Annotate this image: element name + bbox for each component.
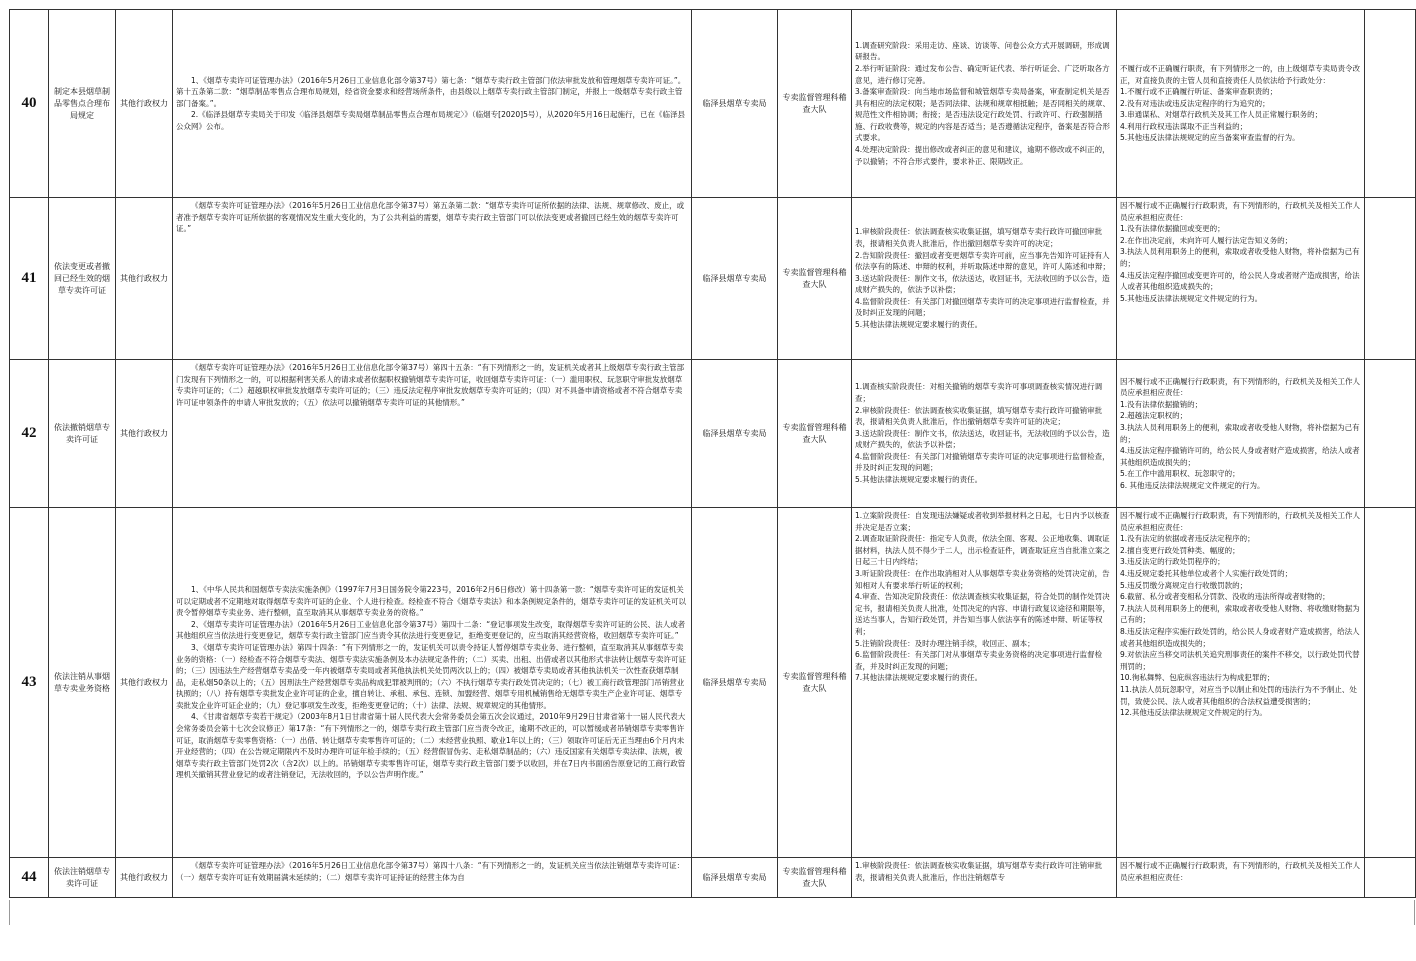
accountability-item: 1.没有法律依据撤销的；: [1120, 399, 1203, 409]
duty-item: 6.监督阶段责任：有关部门对从事烟草专卖业务资格的决定事项进行监督检查，并及时纠正发现的问题；: [855, 650, 1103, 671]
accountability-item: 1.不履行或不正确履行听证、备案审查职责的；: [1120, 87, 1278, 97]
duty-item: 2.调查取证阶段责任：指定专人负责，依法全面、客观、公正地收集、调取证据材料，执法人员不得少于二人，出示检查证件，调查取证应当自批准立案之日起三十日内终结；: [855, 534, 1110, 567]
accountability-item: 10.徇私舞弊、包庇纵容违法行为构成犯罪的；: [1120, 673, 1275, 683]
duty-item: 4.审查、告知决定阶段责任：依法调查核实收集证据，符合处罚的制作处罚决定书，报请相关负责人批准，处罚决定的内容、申请行政复议途径和期限等，送达当事人，告知行政处罚，并告知当事人依法享有的陈述申辩、听证等权利；: [855, 592, 1110, 636]
accountability-item: 3.串通谋私、对烟草行政机关及其工作人员正常履行职务的；: [1120, 110, 1323, 120]
accountability-item: 5.其他违反法律法规规定文件规定的行为。: [1120, 293, 1263, 303]
responsibility-items: [852, 198, 1117, 360]
accountability-item: 3.执法人员利用职务上的便利，索取或者收受他人财物，将补偿据为己有的；: [1120, 247, 1360, 268]
accountability-item: 3.违反法定的行政处罚程序的；: [1120, 557, 1225, 567]
implementing-department: 临泽县烟草专卖局: [692, 198, 778, 360]
duty-item: 4.处理决定阶段：提出修改或者纠正的意见和建议，逾期不修改或不纠正的，予以撤销；不符合形式要件，要求补正、限期改正。: [855, 145, 1110, 166]
basis-paragraph: 《烟草专卖许可证管理办法》（2016年5月26日工业信息化部令第37号）第五条第二款：“烟草专卖许可证所依据的法律、法规、规章修改、废止，或者准予烟草专卖许可证所依据的客观情况发生重大变化的，为了公共利益的需要，烟草专卖行政主管部门可以依法变更或者撤回已经生效的烟草专卖许可证。”: [176, 201, 685, 234]
executing-unit: 专卖监督管理科稽查大队: [778, 360, 852, 508]
legal-basis: [173, 10, 692, 198]
accountability-item: 1.没有法定的依据或者违反法定程序的；: [1120, 534, 1255, 544]
accountability-item: 5.其他违反法律法规规定的应当备案审查监督的行为。: [1120, 133, 1300, 143]
power-name: 制定本县烟草制品零售点合理布局规定: [49, 10, 116, 198]
power-name: 依法变更或者撤回已经生效的烟草专卖许可证: [49, 198, 116, 360]
row-number: 41: [10, 198, 49, 360]
basis-paragraph: 4、《甘肃省烟草专卖若干规定》（2003年8月1日甘肃省第十届人民代表大会常务委员会第五次会议通过，2010年9月29日甘肃省第十一届人民代表大会常务委员会第十七次会议修正）第17条：“有下列情形之一的，烟草专卖行政主管部门应当责令改正，逾期不改正的，可以暂缓或者吊销烟草专卖零售许可证，取消烟草专卖零售资格：（一）出借、转让烟草专卖零售许可证的；（二）未经营业执照、歇业1年以上的；（三）领取许可证后无正当理由6个月内未开业经营的；（四）在公告规定期限内不及时办理许可证年检手续的；（五）经营假冒伪劣、走私烟草制品的；（六）违反国家有关烟草专卖法律、法规，被烟草专卖行政主管部门处罚2次（含2次）以上的。吊销烟草专卖零售许可证，烟草专卖行政主管部门要予以收回，并在7日内书面函告原登记的工商行政管理机关撤销其营业登记的或者注销登记，无法收回的，予以公告声明作废。”: [176, 712, 686, 780]
responsibility-items: [852, 508, 1117, 858]
table-row: [10, 360, 1416, 508]
accountability-item: 9.对依法应当移交司法机关追究刑事责任的案件不移交，以行政处罚代替刑罚的；: [1120, 650, 1360, 671]
legal-basis: [173, 360, 692, 508]
responsibility-table: [9, 9, 1416, 898]
executing-unit: 专卖监督管理科稽查大队: [778, 10, 852, 198]
accountability-item: 6.截留、私分或者变相私分罚款、没收的违法所得或者财物的；: [1120, 592, 1330, 602]
accountability-items: [1117, 360, 1365, 508]
row-number: 44: [10, 858, 49, 898]
legal-basis: [173, 508, 692, 858]
accountability-item: 12.其他违反法律法规规定文件规定的行为。: [1120, 708, 1267, 718]
duty-item: 1.立案阶段责任：自发现违法嫌疑或者收到举报材料之日起，七日内予以核查并决定是否立案；: [855, 511, 1110, 532]
table-body: [10, 10, 1416, 898]
duty-item: 2.告知阶段责任：撤回或者变更烟草专卖许可前，应当事先告知许可证持有人依法享有的陈述、申辩的权利，并听取陈述申辩的意见，许可人陈述和申辩；: [855, 250, 1110, 272]
page-edge-left: [9, 900, 10, 925]
power-type: 其他行政权力: [116, 508, 173, 858]
implementing-department: 临泽县烟草专卖局: [692, 508, 778, 858]
duty-item: 3.送达阶段责任：制作文书，依法送达，收回证书，无法收回的予以公告，造成财产损失的，依法予以补偿；: [855, 428, 1110, 450]
accountability-item: 2.在作出决定前，未向许可人履行法定告知义务的；: [1120, 235, 1293, 245]
duty-item: 1.调查研究阶段：采用走访、座谈、访谈等、问卷公众方式开展调研，形成调研报告。: [855, 40, 1110, 62]
accountability-item: 不履行或不正确履行职责，有下列情形之一的，由上级烟草专卖局责令改正，对直接负责的主管人员和直接责任人员依法给予行政处分：: [1120, 63, 1360, 85]
table-row: [10, 198, 1416, 360]
row-number: 40: [10, 10, 49, 198]
table-row: [10, 10, 1416, 198]
accountability-items: [1117, 198, 1365, 360]
accountability-item: 4.利用行政权违法谋取不正当利益的；: [1120, 121, 1248, 131]
duty-item: 2.审核阶段责任：依法调查核实收集证据，填写烟草专卖行政许可撤销审批表，报请相关负责人批准后，作出撤销烟草专卖许可证的决定；: [855, 405, 1103, 427]
accountability-item: 因不履行或不正确履行行政职责，有下列情形的，行政机关及相关工作人员应承担相应责任：: [1120, 861, 1360, 882]
accountability-item: 4.违反法定程序撤回或变更许可的，给公民人身或者财产造成损害，给法人或者其他组织造成损失的；: [1120, 270, 1360, 292]
duty-item: 5.注销阶段责任：及时办理注销手续，收回正、副本；: [855, 638, 1035, 648]
remarks-cell: [1365, 858, 1416, 898]
implementing-department: 临泽县烟草专卖局: [692, 360, 778, 508]
accountability-items: [1117, 858, 1365, 898]
implementing-department: 临泽县烟草专卖局: [692, 10, 778, 198]
power-name: 依法注销从事烟草专卖业务资格: [49, 508, 116, 858]
row-number: 42: [10, 360, 49, 508]
duty-item: 4.监督阶段责任：有关部门对撤回烟草专卖许可的决定事项进行监督检查，并及时纠正发现的问题；: [855, 296, 1110, 318]
page-edge-right: [1414, 900, 1415, 925]
duty-item: 5.其他法律法规规定要求履行的责任。: [855, 475, 983, 485]
duty-item: 4.监督阶段责任：有关部门对撤销烟草专卖许可证的决定事项进行监督检查，并及时纠正发现的问题；: [855, 451, 1110, 473]
power-name: 依法注销烟草专卖许可证: [49, 858, 116, 898]
power-type: 其他行政权力: [116, 198, 173, 360]
duty-item: 7.其他法律法规规定要求履行的责任。: [855, 673, 983, 683]
table-row: [10, 508, 1416, 858]
accountability-item: 4.违反法定程序撤销许可的，给公民人身或者财产造成损害，给法人或者其他组织造成损失的；: [1120, 446, 1360, 467]
legal-basis: [173, 198, 692, 360]
remarks-cell: [1365, 508, 1416, 858]
table-row: [10, 858, 1416, 898]
implementing-department: 临泽县烟草专卖局: [692, 858, 778, 898]
responsibility-items: [852, 858, 1117, 898]
responsibility-items: [852, 360, 1117, 508]
accountability-item: 5.在工作中滥用职权、玩忽职守的；: [1120, 469, 1240, 479]
power-type: 其他行政权力: [116, 360, 173, 508]
basis-paragraph: 1、《中华人民共和国烟草专卖法实施条例》（1997年7月3日国务院令第223号，2016年2月6日修改）第十四条第一款：“烟草专卖许可证的发证机关可以定期或者不定期地对取得烟草专卖许可证的企业、个人进行检查。经检查不符合《烟草专卖法》和本条例规定条件的，烟草专卖许可证的发证机关可以责令暂停烟草专卖业务、进行整顿，直至取消其从事烟草专卖业务的资格。”: [176, 584, 686, 618]
executing-unit: 专卖监督管理科稽查大队: [778, 198, 852, 360]
responsibility-items: [852, 10, 1117, 198]
accountability-item: 7.执法人员利用职务上的便利，索取或者收受他人财物、将收缴财物据为己有的；: [1120, 603, 1360, 625]
accountability-item: 11.执法人员玩忽职守，对应当予以制止和处罚的违法行为不予制止、处罚，致使公民、法人或者其他组织的合法权益遭受损害的；: [1120, 684, 1357, 706]
power-type: 其他行政权力: [116, 10, 173, 198]
power-name: 依法撤销烟草专卖许可证: [49, 360, 116, 508]
remarks-cell: [1365, 10, 1416, 198]
accountability-item: 因不履行或不正确履行行政职责，有下列情形的，行政机关及相关工作人员应承担相应责任：: [1120, 376, 1360, 398]
accountability-item: 因不履行或不正确履行行政职责，有下列情形的，行政机关及相关工作人员应承担相应责任：: [1120, 511, 1360, 532]
duty-item: 1.审核阶段责任：依法调查核实收集证据，填写烟草专卖行政许可注销审批表，报请相关负责人批准后，作出注销烟草专: [855, 861, 1103, 882]
remarks-cell: [1365, 198, 1416, 360]
accountability-items: [1117, 508, 1365, 858]
duty-item: 5.其他法律法规规定要求履行的责任。: [855, 320, 983, 330]
row-number: 43: [10, 508, 49, 858]
accountability-item: 因不履行或不正确履行行政职责，有下列情形的，行政机关及相关工作人员应承担相应责任：: [1120, 201, 1360, 222]
basis-paragraph: 2.《临泽县烟草专卖局关于印发〈临泽县烟草专卖局烟草制品零售点合理布局规定〉》（临烟专[2020]5号），从2020年5月16日起施行，已在《临泽县公众网》公布。: [176, 110, 686, 131]
duty-item: 1.审核阶段责任：依法调查核实收集证据，填写烟草专卖行政许可撤回审批表，报请相关负责人批准后，作出撤回烟草专卖许可的决定；: [855, 227, 1103, 248]
accountability-item: 5.违反罚缴分离规定自行收缴罚款的；: [1120, 580, 1248, 590]
executing-unit: 专卖监督管理科稽查大队: [778, 858, 852, 898]
accountability-item: 2.没有对违法或违反法定程序的行为追究的；: [1120, 98, 1270, 108]
duty-item: 3.备案审查阶段：向当地市场监督和城管烟草专卖局备案，审查制定机关是否具有相应的法定权限；是否同法律、法规和规章相抵触；是否同相关的规章、规范性文件相协调；衔接；是否违法设定行政处罚、行政许可、行政强制措施、行政收费等，规定的内容是否适当；是否遵循法定程序，备案是否符合形式要求。: [855, 87, 1110, 143]
accountability-item: 8.违反法定程序实施行政处罚的，给公民人身或者财产造成损害，给法人或者其他组织造成损失的；: [1120, 626, 1360, 648]
basis-paragraph: 1、《烟草专卖许可证管理办法》（2016年5月26日工业信息化部令第37号）第七条：“烟草专卖行政主管部门依法审批发放和管理烟草专卖许可证。”。第十五条第二款：“烟草制品零售点合理布局规划，经省资金要求和经营场所条件，由县级以上烟草专卖行政主管部门制定，并报上一级烟草专卖行政主管部门备案。”。: [176, 75, 686, 108]
basis-paragraph: 3、《烟草专卖许可证管理办法》第四十四条：“有下列情形之一的，发证机关可以责令持证人暂停烟草专卖业务、进行整顿，直至取消其从事烟草专卖业务的资格：（一）经检查不符合烟草专卖法、烟草专卖法实施条例及本办法规定条件的；（二）买卖、出租、出借或者以其他形式非法转让烟草专卖许可证的；（三）因违法生产经营烟草专卖品受一年内被烟草专卖局或者其他执法机关处罚两次以上的；（四）被烟草专卖局或者其他执法机关一次性查获烟草制品，走私烟50条以上的；（五）因刑法生产经营烟草专卖品构成犯罪被判刑的；（六）不执行烟草专卖行政处罚决定的；（七）被工商行政管理部门吊销营业执照的；（八）持有烟草专卖批发企业许可证的企业，擅自转让、承租、承包、连锁、加盟经营、烟草专用机械销售给无烟草专卖生产企业许可证、烟草专卖批发企业许可证企业的；（九）登记事项发生改变，拒绝变更登记的；（十）法律、法规、规章规定的其他情形。: [176, 642, 686, 710]
duty-item: 3.听证阶段责任：在作出取消相对人从事烟草专卖业务资格的处罚决定前，告知相对人有要求举行听证的权利；: [855, 568, 1110, 590]
power-type: 其他行政权力: [116, 858, 173, 898]
accountability-item: 1.没有法律依据撤回或变更的；: [1120, 224, 1225, 234]
remarks-cell: [1365, 360, 1416, 508]
basis-paragraph: 《烟草专卖许可证管理办法》（2016年5月26日工业信息化部令第37号）第四十八条：“有下列情形之一的，发证机关应当依法注销烟草专卖许可证：（一）烟草专卖许可证有效期届满未延续的；（二）烟草专卖许可证持证的经营主体为自: [176, 861, 685, 882]
basis-paragraph: 《烟草专卖许可证管理办法》（2016年5月26日工业信息化部令第37号）第四十五条：“有下列情形之一的，发证机关或者其上级烟草专卖行政主管部门发现有下列情形之一的，可以根据利害关系人的请求或者依据职权撤销烟草专卖许可证，收回烟草专卖许可证：（一）滥用职权、玩忽职守审批发放烟草专卖许可证的；（二）超越职权审批发放烟草专卖许可证的；（三）违反法定程序审批发放烟草专卖许可证的；（四）对不具备申请资格或者不符合烟草专卖许可证申领条件的申请人审批发放的；（五）依法可以撤销烟草专卖许可证的其他情形。”: [176, 363, 685, 407]
accountability-item: 6. 其他违反法律法规规定文件规定的行为。: [1120, 480, 1265, 490]
accountability-item: 3.执法人员利用职务上的便利，索取或者收受他人财物，将补偿据为己有的；: [1120, 422, 1360, 444]
accountability-item: 2.超越法定职权的；: [1120, 411, 1188, 421]
duty-item: 1.调查核实阶段责任：对相关撤销的烟草专卖许可事项调查核实情况进行调查；: [855, 382, 1103, 403]
executing-unit: 专卖监督管理科稽查大队: [778, 508, 852, 858]
legal-basis: [173, 858, 692, 898]
accountability-item: 2.擅自变更行政处罚种类、幅度的；: [1120, 545, 1240, 555]
basis-paragraph: 2、《烟草专卖许可证管理办法》（2016年5月26日工业信息化部令第37号）第四十二条：“登记事项发生改变，取得烟草专卖许可证的公民、法人或者其他组织应当依法进行变更登记，烟草专卖行政主管部门应当责令其依法进行变更登记，拒绝变更登记的，应当取消其经营资格，收回烟草专卖许可证。”: [176, 619, 686, 641]
accountability-item: 4.违反规定委托其他单位或者个人实施行政处罚的；: [1120, 568, 1293, 578]
duty-item: 3.送达阶段责任：制作文书，依法送达，收回证书，无法收回的予以公告，造成财产损失的，依法予以补偿；: [855, 273, 1110, 295]
accountability-items: [1117, 10, 1365, 198]
duty-item: 2.举行听证阶段：通过发布公告、确定听证代表、举行听证会、广泛听取各方意见，进行修订完善。: [855, 63, 1110, 85]
